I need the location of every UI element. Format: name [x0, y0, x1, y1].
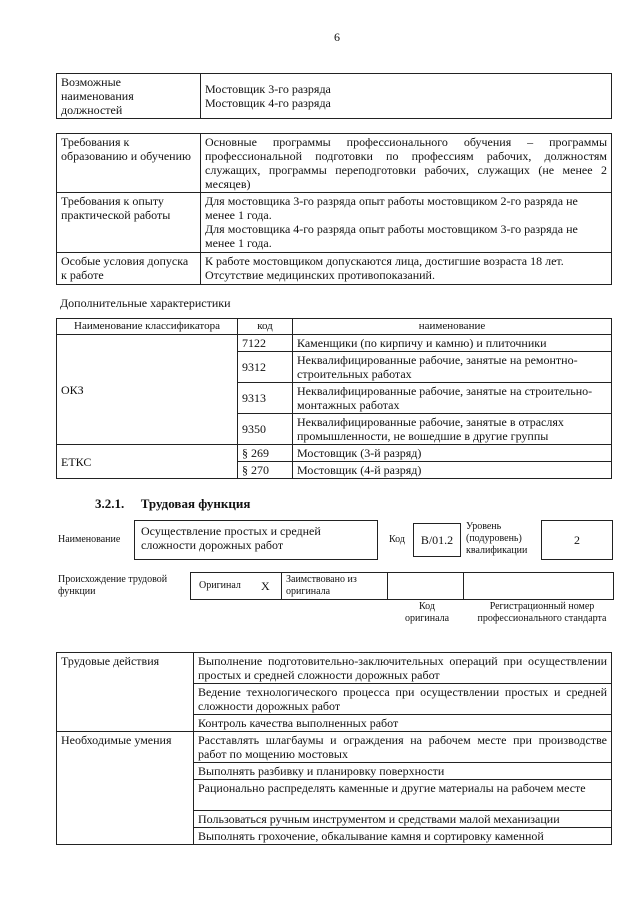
position-value: Мостовщик 4-го разряда	[205, 96, 331, 110]
okz-code: 9312	[238, 352, 293, 383]
col-header-name: наименование	[293, 319, 612, 335]
requirement-label: Особые условия допуска к работе	[57, 253, 201, 285]
original-label: Оригинал	[199, 580, 241, 591]
okz-code: 9350	[238, 414, 293, 445]
actions-label: Трудовые действия	[57, 653, 194, 732]
requirement-text: Основные программы профессионального обучения – программы профессиональной подготовки по профессиям рабочих, должностям служащих, программы переподготовки рабочих, служащих (не менее 2 месяцев)	[201, 134, 612, 193]
requirement-line: К работе мостовщиком допускаются лица, достигшие возраста 18 лет.	[205, 254, 564, 268]
code-value: В/01.2	[420, 533, 454, 547]
requirement-text-group	[201, 253, 612, 285]
etks-name: Мостовщик (3-й разряд)	[293, 445, 612, 462]
skill-item: Выполнять разбивку и планировку поверхности	[194, 763, 612, 780]
action-item: Контроль качества выполненных работ	[194, 715, 612, 732]
table-row	[57, 445, 612, 462]
table-row	[57, 335, 612, 352]
etks-code: § 269	[238, 445, 293, 462]
labor-table	[56, 652, 612, 845]
requirements-table	[56, 133, 612, 285]
page-number: 6	[334, 30, 340, 44]
skill-item: Пользоваться ручным инструментом и средствами малой механизации	[194, 811, 612, 828]
section-heading	[95, 496, 250, 512]
divider	[281, 573, 282, 599]
original-mark: X	[261, 579, 270, 593]
orig-code-caption: Код оригинала	[404, 601, 450, 624]
section-title: Трудовая функция	[140, 496, 251, 511]
requirement-text-group	[201, 193, 612, 253]
level-value: 2	[574, 533, 580, 547]
function-name-value: Осуществление простых и средней сложности дорожных работ	[141, 524, 321, 552]
etks-label: ЕТКС	[57, 445, 238, 479]
level-value-box	[541, 520, 613, 560]
okz-name: Неквалифицированные рабочие, занятые на ремонтно-строительных работах	[293, 352, 612, 383]
okz-code: 7122	[238, 335, 293, 352]
okz-name: Неквалифицированные рабочие, занятые в отраслях промышленности, не вошедшие в другие группы	[293, 414, 612, 445]
requirement-label: Требования к опыту практической работы	[57, 193, 201, 253]
okz-name: Неквалифицированные рабочие, занятые на строительно-монтажных работах	[293, 383, 612, 414]
requirement-line: Отсутствие медицинских противопоказаний.	[205, 268, 435, 282]
positions-table	[56, 73, 612, 119]
col-header-code: код	[238, 319, 293, 335]
action-item: Выполнение подготовительно-заключительных операций при осуществлении простых и средней сложности дорожных работ	[194, 653, 612, 684]
col-header-classifier: Наименование классификатора	[57, 319, 238, 335]
section-number: 3.2.1.	[95, 496, 125, 511]
positions-values	[201, 74, 612, 119]
level-label: Уровень (подуровень) квалификации	[466, 521, 528, 556]
requirement-line: Для мостовщика 4-го разряда опыт работы мостовщиком 3-го разряда не менее 1 года.	[205, 222, 578, 250]
okz-code: 9313	[238, 383, 293, 414]
table-row	[57, 732, 612, 763]
okz-label: ОКЗ	[57, 335, 238, 445]
code-label: Код	[389, 534, 405, 545]
okz-name: Каменщики (по кирпичу и камню) и плиточники	[293, 335, 612, 352]
etks-name: Мостовщик (4-й разряд)	[293, 462, 612, 479]
function-name-box	[134, 520, 378, 560]
requirement-line: Для мостовщика 3-го разряда опыт работы мостовщиком 2-го разряда не менее 1 года.	[205, 194, 578, 222]
reg-number-caption: Регистрационный номер профессионального стандарта	[477, 601, 607, 624]
divider	[463, 573, 464, 599]
table-row	[57, 653, 612, 684]
additional-title: Дополнительные характеристики	[60, 296, 231, 310]
position-value: Мостовщик 3-го разряда	[205, 82, 331, 96]
etks-code: § 270	[238, 462, 293, 479]
origin-box	[190, 572, 614, 600]
action-item: Ведение технологического процесса при осуществлении простых и средней сложности дорожных работ	[194, 684, 612, 715]
requirement-label: Требования к образованию и обучению	[57, 134, 201, 193]
positions-label: Возможные наименования должностей	[57, 74, 201, 119]
origin-label: Происхождение трудовой функции	[58, 574, 168, 597]
classifier-table	[56, 318, 612, 479]
function-name-label: Наименование	[58, 534, 121, 545]
skills-label: Необходимые умения	[57, 732, 194, 845]
code-value-box	[413, 523, 461, 557]
borrowed-label: Заимствовано из оригинала	[286, 574, 357, 597]
skill-item: Расставлять шлагбаумы и ограждения на рабочем месте при производстве работ по мощению мостовых	[194, 732, 612, 763]
divider	[387, 573, 388, 599]
skill-item: Выполнять грохочение, обкалывание камня и сортировку каменной	[194, 828, 612, 845]
skill-item: Рационально распределять каменные и другие материалы на рабочем месте	[194, 780, 612, 811]
